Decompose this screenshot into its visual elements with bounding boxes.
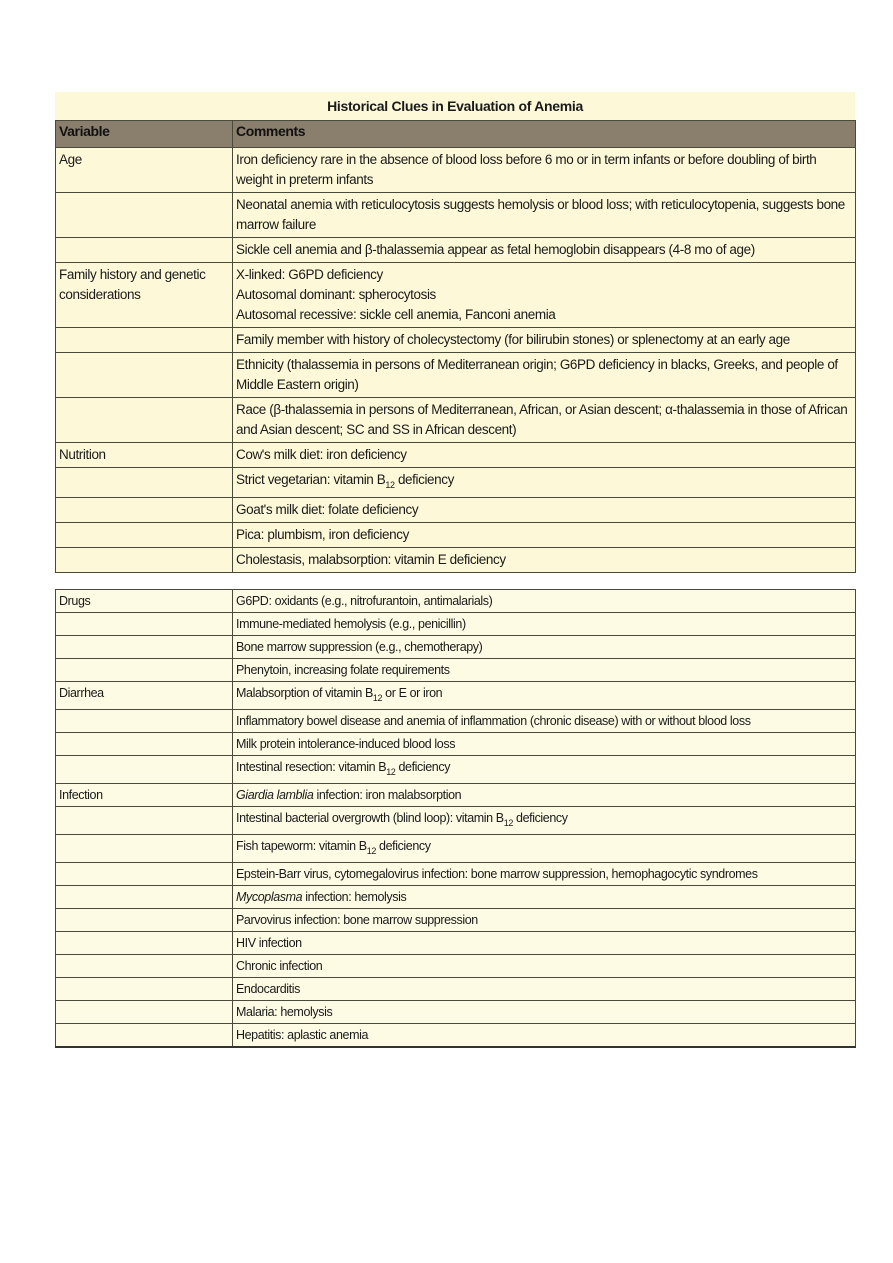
table-title: Historical Clues in Evaluation of Anemia — [55, 92, 855, 120]
comment-text: Fish tapeworm: vitamin B — [236, 839, 367, 853]
comment-cell: HIV infection — [233, 932, 856, 955]
table-row — [56, 1024, 856, 1048]
organism-name: Giardia lamblia — [236, 788, 314, 802]
comment-cell: Phenytoin, increasing folate requirements — [233, 659, 856, 682]
organism-name: Mycoplasma — [236, 890, 303, 904]
table-row — [56, 498, 856, 523]
comment-text: infection: hemolysis — [302, 890, 407, 904]
comment-text: deficiency — [394, 472, 454, 487]
variable-cell — [56, 636, 233, 659]
comment-text: deficiency — [375, 839, 431, 853]
comment-cell: Milk protein intolerance-induced blood loss — [233, 733, 856, 756]
comment-cell: Hepatitis: aplastic anemia — [233, 1024, 856, 1048]
variable-cell — [56, 498, 233, 523]
comment-line: Autosomal recessive: sickle cell anemia, Fanconi anemia — [236, 307, 556, 322]
comment-cell: Race (β-thalassemia in persons of Mediterranean, African, or Asian descent; α-thalassemia in those of African and Asian descent; SC and SS in African descent) — [233, 398, 856, 443]
table-row — [56, 659, 856, 682]
variable-cell — [56, 468, 233, 498]
comment-cell — [233, 468, 856, 498]
comment-cell: Epstein-Barr virus, cytomegalovirus infection: bone marrow suppression, hemophagocytic syndromes — [233, 863, 856, 886]
comment-cell: Immune-mediated hemolysis (e.g., penicillin) — [233, 613, 856, 636]
comment-cell: Inflammatory bowel disease and anemia of inflammation (chronic disease) with or without blood loss — [233, 710, 856, 733]
table-row — [56, 238, 856, 263]
table-row — [56, 955, 856, 978]
comment-cell: Parvovirus infection: bone marrow suppression — [233, 909, 856, 932]
variable-cell — [56, 328, 233, 353]
comment-cell: Malaria: hemolysis — [233, 1001, 856, 1024]
variable-cell — [56, 659, 233, 682]
variable-cell — [56, 398, 233, 443]
comment-cell: Endocarditis — [233, 978, 856, 1001]
variable-cell — [56, 932, 233, 955]
variable-cell — [56, 710, 233, 733]
variable-cell: Drugs — [56, 590, 233, 613]
header-comments: Comments — [233, 121, 856, 148]
variable-cell — [56, 909, 233, 932]
table-row — [56, 886, 856, 909]
variable-cell — [56, 886, 233, 909]
comment-cell — [233, 807, 856, 835]
comment-text: deficiency — [395, 760, 451, 774]
comment-cell — [233, 784, 856, 807]
table-row — [56, 353, 856, 398]
comment-cell: Neonatal anemia with reticulocytosis suggests hemolysis or blood loss; with reticulocytopenia, suggests bone marrow failure — [233, 193, 856, 238]
comment-text: Strict vegetarian: vitamin B — [236, 472, 386, 487]
comment-line: Autosomal dominant: spherocytosis — [236, 287, 436, 302]
comment-text: or E or iron — [382, 686, 443, 700]
comment-cell — [233, 835, 856, 863]
comment-cell — [233, 886, 856, 909]
table-row — [56, 148, 856, 193]
comment-cell: Goat's milk diet: folate deficiency — [233, 498, 856, 523]
comment-cell: Bone marrow suppression (e.g., chemotherapy) — [233, 636, 856, 659]
variable-cell — [56, 1024, 233, 1048]
table-row — [56, 443, 856, 468]
table-row — [56, 784, 856, 807]
table-row — [56, 263, 856, 328]
table-row — [56, 835, 856, 863]
variable-cell: Diarrhea — [56, 682, 233, 710]
variable-cell — [56, 835, 233, 863]
header-variable: Variable — [56, 121, 233, 148]
table-row — [56, 613, 856, 636]
variable-cell — [56, 613, 233, 636]
table-row — [56, 468, 856, 498]
subscript: 12 — [385, 480, 395, 490]
subscript: 12 — [386, 767, 396, 777]
table-part-2 — [55, 589, 856, 1048]
comment-line: X-linked: G6PD deficiency — [236, 267, 383, 282]
variable-cell — [56, 523, 233, 548]
table-row — [56, 523, 856, 548]
subscript: 12 — [366, 846, 376, 856]
header-row — [56, 121, 856, 148]
comment-text: Intestinal bacterial overgrowth (blind loop): vitamin B — [236, 811, 504, 825]
comment-cell: Iron deficiency rare in the absence of blood loss before 6 mo or in term infants or before doubling of birth weight in preterm infants — [233, 148, 856, 193]
variable-cell — [56, 807, 233, 835]
variable-cell — [56, 863, 233, 886]
table-row — [56, 733, 856, 756]
comment-text: Malabsorption of vitamin B — [236, 686, 373, 700]
table-row — [56, 590, 856, 613]
variable-cell: Nutrition — [56, 443, 233, 468]
table-row — [56, 863, 856, 886]
table-row — [56, 1001, 856, 1024]
table-row — [56, 548, 856, 573]
variable-cell — [56, 756, 233, 784]
variable-cell — [56, 978, 233, 1001]
comment-cell: Family member with history of cholecystectomy (for bilirubin stones) or splenectomy at an early age — [233, 328, 856, 353]
comment-cell — [233, 682, 856, 710]
subscript: 12 — [503, 818, 513, 828]
variable-cell — [56, 548, 233, 573]
subscript: 12 — [372, 693, 383, 703]
variable-cell — [56, 733, 233, 756]
comment-text: Intestinal resection: vitamin B — [236, 760, 387, 774]
table-row — [56, 807, 856, 835]
comment-text: deficiency — [512, 811, 568, 825]
comment-text: infection: iron malabsorption — [313, 788, 462, 802]
table-row — [56, 978, 856, 1001]
comment-cell: Sickle cell anemia and β-thalassemia appear as fetal hemoglobin disappears (4-8 mo of age) — [233, 238, 856, 263]
table-row — [56, 328, 856, 353]
comment-cell: Ethnicity (thalassemia in persons of Mediterranean origin; G6PD deficiency in blacks, Greeks, and people of Middle Eastern origin) — [233, 353, 856, 398]
comment-cell — [233, 263, 856, 328]
comment-cell: G6PD: oxidants (e.g., nitrofurantoin, antimalarials) — [233, 590, 856, 613]
variable-cell — [56, 1001, 233, 1024]
variable-cell: Family history and genetic considerations — [56, 263, 233, 328]
table-row — [56, 756, 856, 784]
table-part-1 — [55, 120, 856, 573]
variable-cell — [56, 955, 233, 978]
variable-cell — [56, 238, 233, 263]
variable-cell: Age — [56, 148, 233, 193]
comment-cell: Chronic infection — [233, 955, 856, 978]
variable-cell — [56, 353, 233, 398]
comment-cell: Cow's milk diet: iron deficiency — [233, 443, 856, 468]
comment-cell: Pica: plumbism, iron deficiency — [233, 523, 856, 548]
variable-cell — [56, 193, 233, 238]
table-row — [56, 398, 856, 443]
table-row — [56, 909, 856, 932]
anemia-table — [55, 92, 855, 1048]
table-row — [56, 710, 856, 733]
table-row — [56, 682, 856, 710]
table-break — [55, 573, 855, 589]
table-row — [56, 932, 856, 955]
table-row — [56, 636, 856, 659]
comment-cell: Cholestasis, malabsorption: vitamin E deficiency — [233, 548, 856, 573]
comment-cell — [233, 756, 856, 784]
table-row — [56, 193, 856, 238]
variable-cell: Infection — [56, 784, 233, 807]
